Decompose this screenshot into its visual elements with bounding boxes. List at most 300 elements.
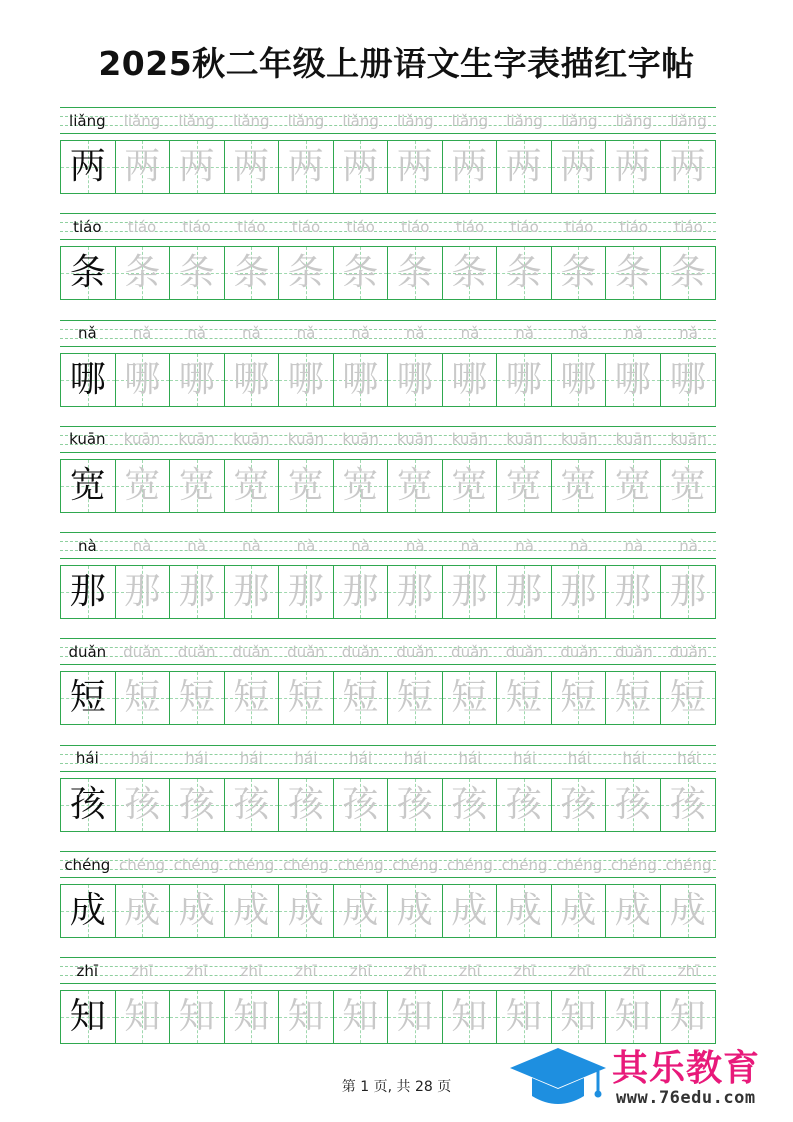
trace-character-cell bbox=[170, 247, 225, 299]
pinyin-label: zhī bbox=[76, 961, 99, 980]
trace-character: 孩 bbox=[342, 783, 379, 825]
trace-character: 宽 bbox=[451, 464, 488, 506]
trace-character-cell bbox=[443, 779, 498, 831]
pinyin-trace: hái bbox=[130, 749, 154, 768]
pinyin-trace: zhī bbox=[185, 961, 208, 980]
model-character-cell bbox=[61, 991, 116, 1043]
trace-character: 两 bbox=[451, 146, 488, 187]
trace-character: 两 bbox=[505, 146, 542, 187]
pinyin-trace: kuān bbox=[287, 430, 325, 449]
pinyin-trace: zhī bbox=[295, 961, 317, 980]
pinyin-band bbox=[60, 851, 716, 878]
pinyin-trace: nǎ bbox=[569, 324, 589, 343]
pinyin-trace: liǎng bbox=[342, 111, 379, 130]
trace-character-cell bbox=[334, 885, 389, 937]
trace-character: 两 bbox=[614, 146, 651, 187]
model-character: 条 bbox=[69, 252, 106, 294]
trace-character: 条 bbox=[124, 252, 161, 294]
trace-character-cell bbox=[497, 672, 552, 724]
trace-character-cell bbox=[279, 779, 334, 831]
trace-character: 哪 bbox=[560, 358, 597, 400]
pinyin-band bbox=[60, 638, 716, 665]
pinyin-trace: duǎn bbox=[123, 642, 161, 661]
pinyin-trace: tiáo bbox=[510, 217, 539, 236]
trace-character: 短 bbox=[669, 677, 706, 719]
pinyin-trace: chéng bbox=[118, 855, 165, 874]
pinyin-trace: tiáo bbox=[619, 217, 649, 236]
trace-character: 两 bbox=[560, 146, 597, 187]
trace-character: 条 bbox=[451, 252, 488, 294]
practice-row bbox=[60, 213, 716, 319]
trace-character-cell bbox=[552, 141, 607, 193]
trace-character-cell bbox=[497, 779, 552, 831]
trace-character: 那 bbox=[560, 571, 597, 613]
graduation-cap-icon bbox=[508, 1042, 608, 1112]
character-grid bbox=[60, 459, 716, 513]
trace-character: 哪 bbox=[287, 358, 324, 400]
trace-character: 条 bbox=[505, 252, 542, 294]
trace-character: 知 bbox=[451, 996, 488, 1038]
model-character: 知 bbox=[69, 996, 106, 1038]
pinyin-trace: nǎ bbox=[132, 324, 152, 343]
trace-character: 两 bbox=[233, 146, 270, 187]
trace-character: 知 bbox=[233, 996, 270, 1038]
trace-character: 知 bbox=[669, 996, 706, 1038]
trace-character: 短 bbox=[614, 677, 651, 719]
trace-character: 成 bbox=[614, 890, 651, 932]
pinyin-trace: chéng bbox=[392, 855, 439, 874]
trace-character-cell bbox=[552, 247, 607, 299]
pinyin-trace: hái bbox=[185, 749, 209, 768]
pinyin-trace: nǎ bbox=[351, 324, 370, 343]
model-character-cell bbox=[61, 247, 116, 299]
trace-character-cell bbox=[225, 885, 280, 937]
pinyin-trace: tiáo bbox=[401, 217, 430, 236]
pinyin-band bbox=[60, 320, 716, 347]
trace-character: 成 bbox=[505, 890, 542, 932]
trace-character-cell bbox=[552, 354, 607, 406]
trace-character: 宽 bbox=[233, 464, 270, 506]
trace-character-cell bbox=[497, 566, 552, 618]
trace-character-cell bbox=[170, 566, 225, 618]
trace-character: 孩 bbox=[178, 783, 215, 825]
trace-character: 孩 bbox=[396, 783, 433, 825]
trace-character: 那 bbox=[342, 571, 379, 613]
pinyin-trace: chéng bbox=[665, 855, 712, 874]
model-character-cell bbox=[61, 141, 116, 193]
model-character: 两 bbox=[69, 146, 106, 187]
pinyin-trace: nà bbox=[132, 536, 152, 555]
trace-character-cell bbox=[279, 672, 334, 724]
trace-character: 短 bbox=[560, 677, 597, 719]
pinyin-trace: liǎng bbox=[451, 111, 489, 130]
pinyin-trace: zhī bbox=[513, 961, 536, 980]
pinyin-band bbox=[60, 745, 716, 772]
trace-character: 那 bbox=[233, 571, 270, 613]
pinyin-trace: nà bbox=[679, 536, 698, 555]
trace-character: 宽 bbox=[178, 464, 215, 506]
trace-character: 哪 bbox=[233, 358, 270, 400]
trace-character-cell bbox=[388, 247, 443, 299]
pinyin-trace: hái bbox=[349, 749, 373, 768]
pinyin-trace: chéng bbox=[337, 855, 384, 874]
trace-character-cell bbox=[388, 991, 443, 1043]
trace-character: 宽 bbox=[124, 464, 161, 506]
trace-character-cell bbox=[661, 885, 716, 937]
trace-character-cell bbox=[606, 354, 661, 406]
pinyin-trace: zhī bbox=[349, 961, 372, 980]
pinyin-trace: liǎng bbox=[178, 111, 215, 130]
pinyin-trace: tiáo bbox=[291, 217, 321, 236]
trace-character-cell bbox=[388, 566, 443, 618]
trace-character: 那 bbox=[669, 571, 706, 613]
trace-character-cell bbox=[443, 672, 498, 724]
trace-character-cell bbox=[116, 779, 171, 831]
trace-character-cell bbox=[225, 247, 280, 299]
trace-character-cell bbox=[661, 991, 716, 1043]
pinyin-trace: zhī bbox=[459, 961, 481, 980]
trace-character-cell bbox=[116, 991, 171, 1043]
trace-character-cell bbox=[225, 354, 280, 406]
model-character: 哪 bbox=[69, 358, 106, 400]
trace-character: 成 bbox=[451, 890, 488, 932]
pinyin-trace: zhī bbox=[623, 961, 645, 980]
trace-character: 宽 bbox=[560, 464, 597, 506]
trace-character-cell bbox=[497, 141, 552, 193]
trace-character: 条 bbox=[233, 252, 270, 294]
trace-character: 哪 bbox=[396, 358, 433, 400]
trace-character-cell bbox=[552, 672, 607, 724]
pinyin-trace: nà bbox=[624, 536, 644, 555]
pinyin-trace: duǎn bbox=[669, 642, 708, 661]
trace-character: 孩 bbox=[124, 783, 161, 825]
trace-character: 短 bbox=[178, 677, 215, 719]
trace-character-cell bbox=[334, 460, 389, 512]
trace-character-cell bbox=[225, 460, 280, 512]
practice-row bbox=[60, 320, 716, 426]
trace-character: 两 bbox=[287, 146, 324, 187]
trace-character-cell bbox=[116, 247, 171, 299]
pinyin-trace: hái bbox=[458, 749, 482, 768]
pinyin-trace: kuān bbox=[397, 430, 434, 449]
pinyin-trace: nǎ bbox=[624, 324, 644, 343]
pinyin-trace: hái bbox=[239, 749, 263, 768]
trace-character-cell bbox=[334, 354, 389, 406]
trace-character-cell bbox=[443, 991, 498, 1043]
pinyin-trace: tiáo bbox=[237, 217, 266, 236]
pinyin-trace: nà bbox=[351, 536, 370, 555]
trace-character: 孩 bbox=[287, 783, 324, 825]
practice-row bbox=[60, 638, 716, 744]
pinyin-trace: duǎn bbox=[451, 642, 489, 661]
trace-character: 哪 bbox=[342, 358, 379, 400]
trace-character-cell bbox=[661, 141, 716, 193]
pinyin-trace: duǎn bbox=[232, 642, 271, 661]
pinyin-trace: liǎng bbox=[396, 111, 434, 130]
trace-character-cell bbox=[279, 141, 334, 193]
character-grid bbox=[60, 990, 716, 1044]
pinyin-trace: kuān bbox=[451, 430, 489, 449]
pinyin-trace: liǎng bbox=[233, 111, 270, 130]
brand-url: www.76edu.com bbox=[616, 1088, 756, 1108]
model-character: 那 bbox=[69, 571, 106, 613]
pinyin-trace: zhī bbox=[404, 961, 427, 980]
model-character: 成 bbox=[69, 890, 106, 932]
trace-character: 那 bbox=[505, 571, 542, 613]
practice-row bbox=[60, 745, 716, 851]
trace-character-cell bbox=[170, 991, 225, 1043]
pinyin-label: chéng bbox=[64, 855, 111, 874]
trace-character-cell bbox=[388, 779, 443, 831]
trace-character: 宽 bbox=[396, 464, 433, 506]
trace-character-cell bbox=[443, 885, 498, 937]
character-grid bbox=[60, 884, 716, 938]
trace-character-cell bbox=[388, 141, 443, 193]
trace-character: 成 bbox=[669, 890, 706, 932]
model-character: 宽 bbox=[69, 464, 106, 506]
trace-character-cell bbox=[552, 885, 607, 937]
pinyin-trace: hái bbox=[294, 749, 318, 768]
pinyin-trace: chéng bbox=[282, 855, 329, 874]
pinyin-trace: kuān bbox=[561, 430, 598, 449]
trace-character-cell bbox=[116, 141, 171, 193]
pinyin-trace: nà bbox=[405, 536, 425, 555]
trace-character-cell bbox=[606, 247, 661, 299]
model-character-cell bbox=[61, 460, 116, 512]
trace-character: 知 bbox=[614, 996, 651, 1038]
trace-character-cell bbox=[552, 779, 607, 831]
trace-character-cell bbox=[497, 991, 552, 1043]
model-character: 短 bbox=[69, 677, 106, 719]
trace-character: 成 bbox=[124, 890, 161, 932]
pinyin-trace: hái bbox=[567, 749, 591, 768]
trace-character: 知 bbox=[396, 996, 433, 1038]
trace-character: 两 bbox=[396, 146, 433, 187]
trace-character-cell bbox=[225, 141, 280, 193]
pinyin-trace: liǎng bbox=[560, 111, 598, 130]
character-grid bbox=[60, 778, 716, 832]
trace-character: 条 bbox=[396, 252, 433, 294]
pinyin-trace: duǎn bbox=[287, 642, 325, 661]
trace-character: 短 bbox=[451, 677, 488, 719]
practice-row bbox=[60, 851, 716, 957]
pinyin-label: nǎ bbox=[77, 324, 97, 343]
trace-character: 短 bbox=[287, 677, 324, 719]
pinyin-band bbox=[60, 107, 716, 134]
trace-character-cell bbox=[116, 885, 171, 937]
pinyin-trace: nà bbox=[187, 536, 206, 555]
trace-character: 孩 bbox=[560, 783, 597, 825]
pinyin-trace: kuān bbox=[670, 430, 707, 449]
pinyin-label: kuān bbox=[69, 430, 106, 449]
pinyin-trace: liǎng bbox=[287, 111, 325, 130]
trace-character: 宽 bbox=[505, 464, 542, 506]
pinyin-trace: kuān bbox=[615, 430, 653, 449]
pinyin-trace: kuān bbox=[178, 430, 215, 449]
pinyin-trace: nà bbox=[241, 536, 261, 555]
pinyin-trace: duǎn bbox=[341, 642, 380, 661]
trace-character-cell bbox=[334, 141, 389, 193]
trace-character-cell bbox=[388, 885, 443, 937]
trace-character-cell bbox=[552, 991, 607, 1043]
trace-character-cell bbox=[661, 566, 716, 618]
trace-character-cell bbox=[279, 460, 334, 512]
pinyin-trace: nǎ bbox=[679, 324, 698, 343]
pinyin-trace: chéng bbox=[446, 855, 493, 874]
pinyin-trace: liǎng bbox=[506, 111, 543, 130]
pinyin-trace: hái bbox=[677, 749, 700, 768]
pinyin-trace: chéng bbox=[610, 855, 657, 874]
practice-row bbox=[60, 532, 716, 638]
trace-character-cell bbox=[279, 991, 334, 1043]
pinyin-trace: nà bbox=[296, 536, 316, 555]
practice-row bbox=[60, 107, 716, 213]
pinyin-trace: hái bbox=[513, 749, 537, 768]
trace-character-cell bbox=[225, 991, 280, 1043]
trace-character: 那 bbox=[614, 571, 651, 613]
trace-character-cell bbox=[170, 460, 225, 512]
pinyin-band bbox=[60, 213, 716, 240]
trace-character: 孩 bbox=[233, 783, 270, 825]
trace-character: 宽 bbox=[614, 464, 651, 506]
pinyin-trace: tiáo bbox=[127, 217, 157, 236]
trace-character: 两 bbox=[178, 146, 215, 187]
trace-character-cell bbox=[443, 247, 498, 299]
trace-character: 条 bbox=[342, 252, 379, 294]
trace-character: 短 bbox=[233, 677, 270, 719]
character-grid bbox=[60, 140, 716, 194]
model-character-cell bbox=[61, 779, 116, 831]
trace-character-cell bbox=[497, 247, 552, 299]
pinyin-label: hái bbox=[75, 749, 99, 768]
trace-character: 那 bbox=[287, 571, 324, 613]
pinyin-trace: nǎ bbox=[187, 324, 206, 343]
pinyin-trace: chéng bbox=[228, 855, 275, 874]
trace-character-cell bbox=[552, 566, 607, 618]
trace-character: 哪 bbox=[178, 358, 215, 400]
trace-character-cell bbox=[225, 566, 280, 618]
pinyin-band bbox=[60, 957, 716, 984]
trace-character-cell bbox=[279, 247, 334, 299]
pinyin-trace: liǎng bbox=[123, 111, 161, 130]
trace-character: 两 bbox=[669, 146, 706, 187]
trace-character: 宽 bbox=[669, 464, 706, 506]
trace-character: 知 bbox=[287, 996, 324, 1038]
trace-character: 哪 bbox=[614, 358, 651, 400]
trace-character-cell bbox=[116, 354, 171, 406]
trace-character-cell bbox=[606, 779, 661, 831]
trace-character-cell bbox=[279, 885, 334, 937]
trace-character: 短 bbox=[342, 677, 379, 719]
trace-character: 两 bbox=[342, 146, 379, 187]
pinyin-trace: liǎng bbox=[670, 111, 707, 130]
trace-character-cell bbox=[661, 460, 716, 512]
pinyin-trace: chéng bbox=[501, 855, 548, 874]
model-character-cell bbox=[61, 885, 116, 937]
trace-character-cell bbox=[388, 354, 443, 406]
trace-character: 条 bbox=[669, 252, 706, 294]
trace-character: 成 bbox=[178, 890, 215, 932]
trace-character-cell bbox=[443, 354, 498, 406]
character-grid bbox=[60, 565, 716, 619]
trace-character-cell bbox=[116, 460, 171, 512]
pinyin-trace: hái bbox=[403, 749, 427, 768]
trace-character: 短 bbox=[505, 677, 542, 719]
pinyin-label: tiáo bbox=[73, 217, 102, 236]
brand-name: 其乐教育 bbox=[612, 1048, 761, 1089]
trace-character: 宽 bbox=[287, 464, 324, 506]
trace-character-cell bbox=[388, 460, 443, 512]
pinyin-trace: chéng bbox=[556, 855, 603, 874]
trace-character-cell bbox=[661, 779, 716, 831]
trace-character: 那 bbox=[451, 571, 488, 613]
trace-character-cell bbox=[170, 141, 225, 193]
trace-character: 知 bbox=[560, 996, 597, 1038]
trace-character-cell bbox=[606, 141, 661, 193]
trace-character: 短 bbox=[396, 677, 433, 719]
pinyin-trace: nǎ bbox=[241, 324, 261, 343]
trace-character-cell bbox=[661, 247, 716, 299]
page-title: 2025秋二年级上册语文生字表描红字帖 bbox=[98, 44, 695, 83]
pinyin-trace: duǎn bbox=[177, 642, 216, 661]
trace-character: 知 bbox=[342, 996, 379, 1038]
pinyin-trace: tiáo bbox=[565, 217, 594, 236]
trace-character-cell bbox=[661, 672, 716, 724]
trace-character-cell bbox=[225, 779, 280, 831]
trace-character: 条 bbox=[287, 252, 324, 294]
trace-character: 孩 bbox=[451, 783, 488, 825]
pinyin-trace: duǎn bbox=[560, 642, 599, 661]
trace-character: 哪 bbox=[669, 358, 706, 400]
trace-character-cell bbox=[334, 247, 389, 299]
trace-character-cell bbox=[443, 141, 498, 193]
pinyin-trace: zhī bbox=[568, 961, 591, 980]
trace-character: 知 bbox=[124, 996, 161, 1038]
trace-character-cell bbox=[334, 779, 389, 831]
pinyin-trace: liǎng bbox=[615, 111, 653, 130]
pinyin-band bbox=[60, 426, 716, 453]
trace-character: 条 bbox=[560, 252, 597, 294]
pinyin-trace: tiáo bbox=[182, 217, 211, 236]
model-character-cell bbox=[61, 566, 116, 618]
trace-character-cell bbox=[497, 354, 552, 406]
trace-character-cell bbox=[170, 885, 225, 937]
trace-character: 那 bbox=[178, 571, 215, 613]
trace-character-cell bbox=[388, 672, 443, 724]
trace-character: 那 bbox=[396, 571, 433, 613]
trace-character-cell bbox=[606, 885, 661, 937]
pinyin-trace: zhī bbox=[677, 961, 700, 980]
trace-character-cell bbox=[116, 566, 171, 618]
pinyin-trace: nǎ bbox=[405, 324, 425, 343]
trace-character-cell bbox=[606, 991, 661, 1043]
pinyin-trace: tiáo bbox=[346, 217, 375, 236]
trace-character: 知 bbox=[178, 996, 215, 1038]
pinyin-trace: nà bbox=[460, 536, 480, 555]
trace-character: 哪 bbox=[505, 358, 542, 400]
pinyin-trace: duǎn bbox=[505, 642, 544, 661]
trace-character-cell bbox=[334, 566, 389, 618]
practice-row bbox=[60, 426, 716, 532]
pinyin-trace: kuān bbox=[506, 430, 543, 449]
trace-character-cell bbox=[170, 672, 225, 724]
trace-character-cell bbox=[334, 672, 389, 724]
trace-character: 成 bbox=[560, 890, 597, 932]
pinyin-label: duǎn bbox=[68, 642, 107, 661]
pinyin-trace: tiáo bbox=[455, 217, 485, 236]
pinyin-trace: kuān bbox=[123, 430, 161, 449]
trace-character-cell bbox=[497, 885, 552, 937]
